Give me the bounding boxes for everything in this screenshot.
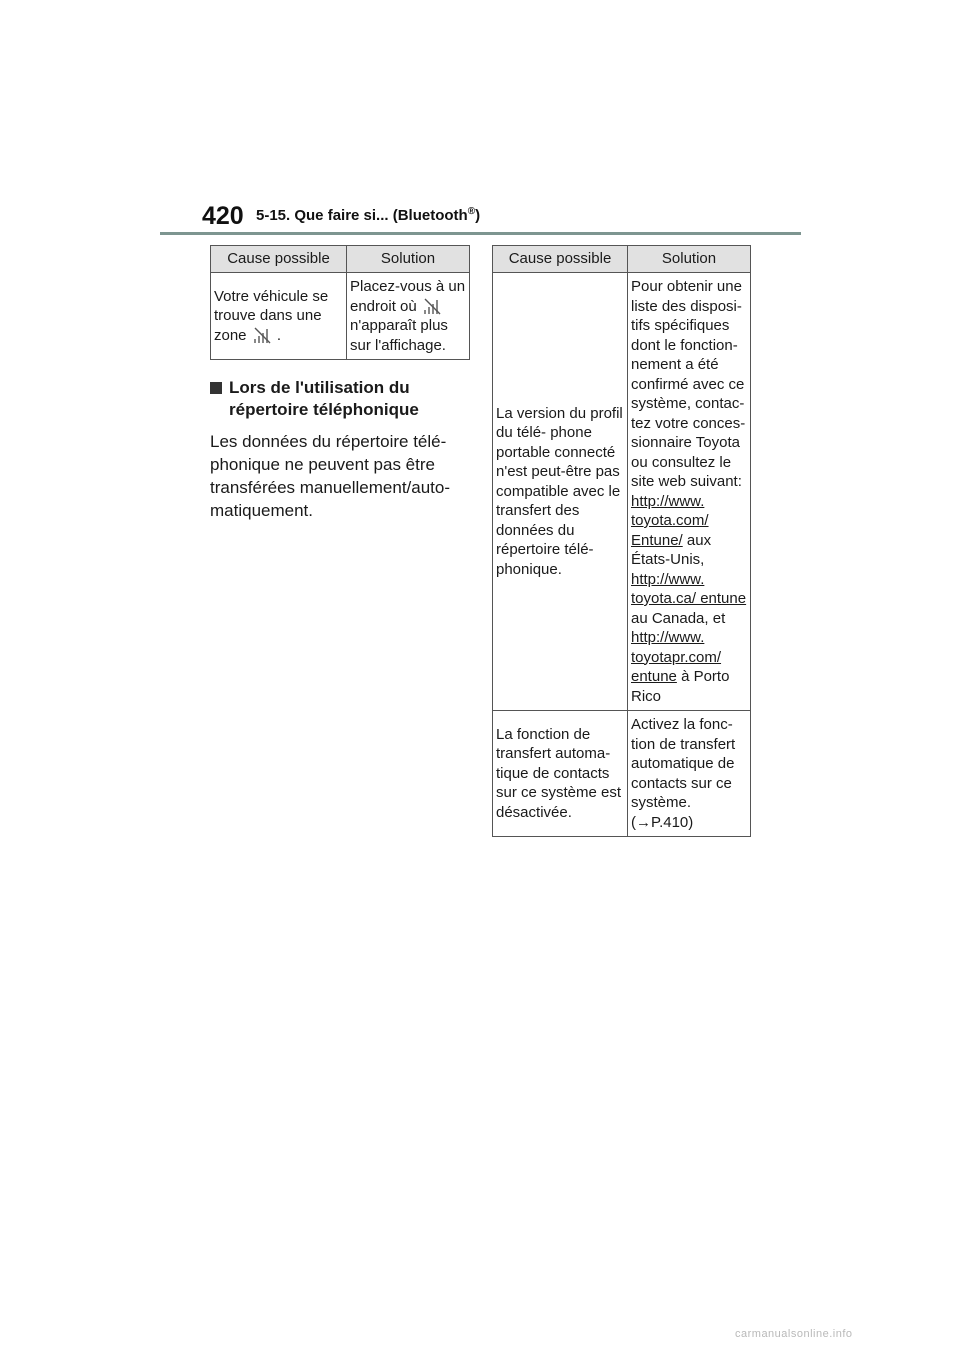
link-toyota-pr[interactable]: http://www. toyotapr.com/ entune — [631, 629, 722, 685]
solution-text: Activez la fonc- tion de transfert automatique de contacts sur ce système. — [631, 716, 736, 811]
table-header-row — [493, 246, 751, 273]
table-header-row — [211, 246, 470, 273]
section-title — [256, 206, 480, 224]
registered-mark: ® — [467, 206, 476, 217]
section-title-text: 5-15. Que faire si... (Bluetooth — [256, 207, 468, 224]
table-row — [211, 273, 470, 360]
cause-cell — [211, 273, 347, 360]
link-toyota-ca[interactable]: http://www. toyota.ca/ entune — [631, 570, 747, 607]
solution-text-pr: à Porto Rico — [631, 668, 730, 705]
cause-cell: La version du profil du télé- phone portable connecté n'est peut-être pas compatible avec le transfert des données du répertoire télé- phonique. — [493, 273, 628, 711]
cause-text: Votre véhicule se trouve dans une zone — [214, 287, 329, 344]
subsection-heading — [210, 377, 472, 421]
solution-cell — [628, 273, 751, 711]
cause-cell: La fonction de transfert automa- tique de contacts sur ce système est désactivée. — [493, 711, 628, 837]
section-title-end: ) — [475, 207, 481, 224]
column-header-cause: Cause possible — [211, 246, 347, 273]
solution-cell — [628, 711, 751, 837]
troubleshooting-table-signal — [210, 245, 470, 360]
solution-text-ca: au Canada, et — [631, 609, 726, 627]
page-reference: (→P.410) — [631, 813, 694, 831]
table-row — [493, 273, 751, 711]
header-rule — [160, 232, 801, 235]
page-number: 420 — [202, 202, 244, 230]
square-bullet-icon — [210, 382, 222, 394]
solution-text-us: aux États-Unis, — [631, 531, 712, 568]
solution-cell — [347, 273, 470, 360]
watermark: carmanualsonline.info — [735, 1328, 853, 1340]
subsection-body: Les données du répertoire télé- phonique ne peuvent pas être transférées manuellement/auto- matiquement. — [210, 432, 451, 520]
subsection-heading-text: Lors de l'utilisation du répertoire téléphonique — [229, 378, 419, 419]
column-header-cause: Cause possible — [493, 246, 628, 273]
solution-text-end: n'apparaît plus sur l'affichage. — [350, 317, 448, 354]
column-header-solution: Solution — [628, 246, 751, 273]
cause-text-end: . — [276, 326, 282, 344]
table-row — [493, 711, 751, 837]
no-signal-icon — [253, 327, 271, 344]
solution-text: Pour obtenir une liste des disposi- tifs spécifiques dont le fonction- nement a été confirmé avec ce système, contac- tez votre conces- sionnaire Toyota ou consultez le site web suivant: — [631, 278, 746, 490]
column-header-solution: Solution — [347, 246, 470, 273]
solution-text: Placez-vous à un endroit où — [350, 278, 466, 315]
troubleshooting-table-phonebook — [492, 245, 751, 837]
link-toyota-us[interactable]: http://www. toyota.com/ Entune/ — [631, 492, 709, 549]
no-signal-icon — [423, 298, 441, 315]
